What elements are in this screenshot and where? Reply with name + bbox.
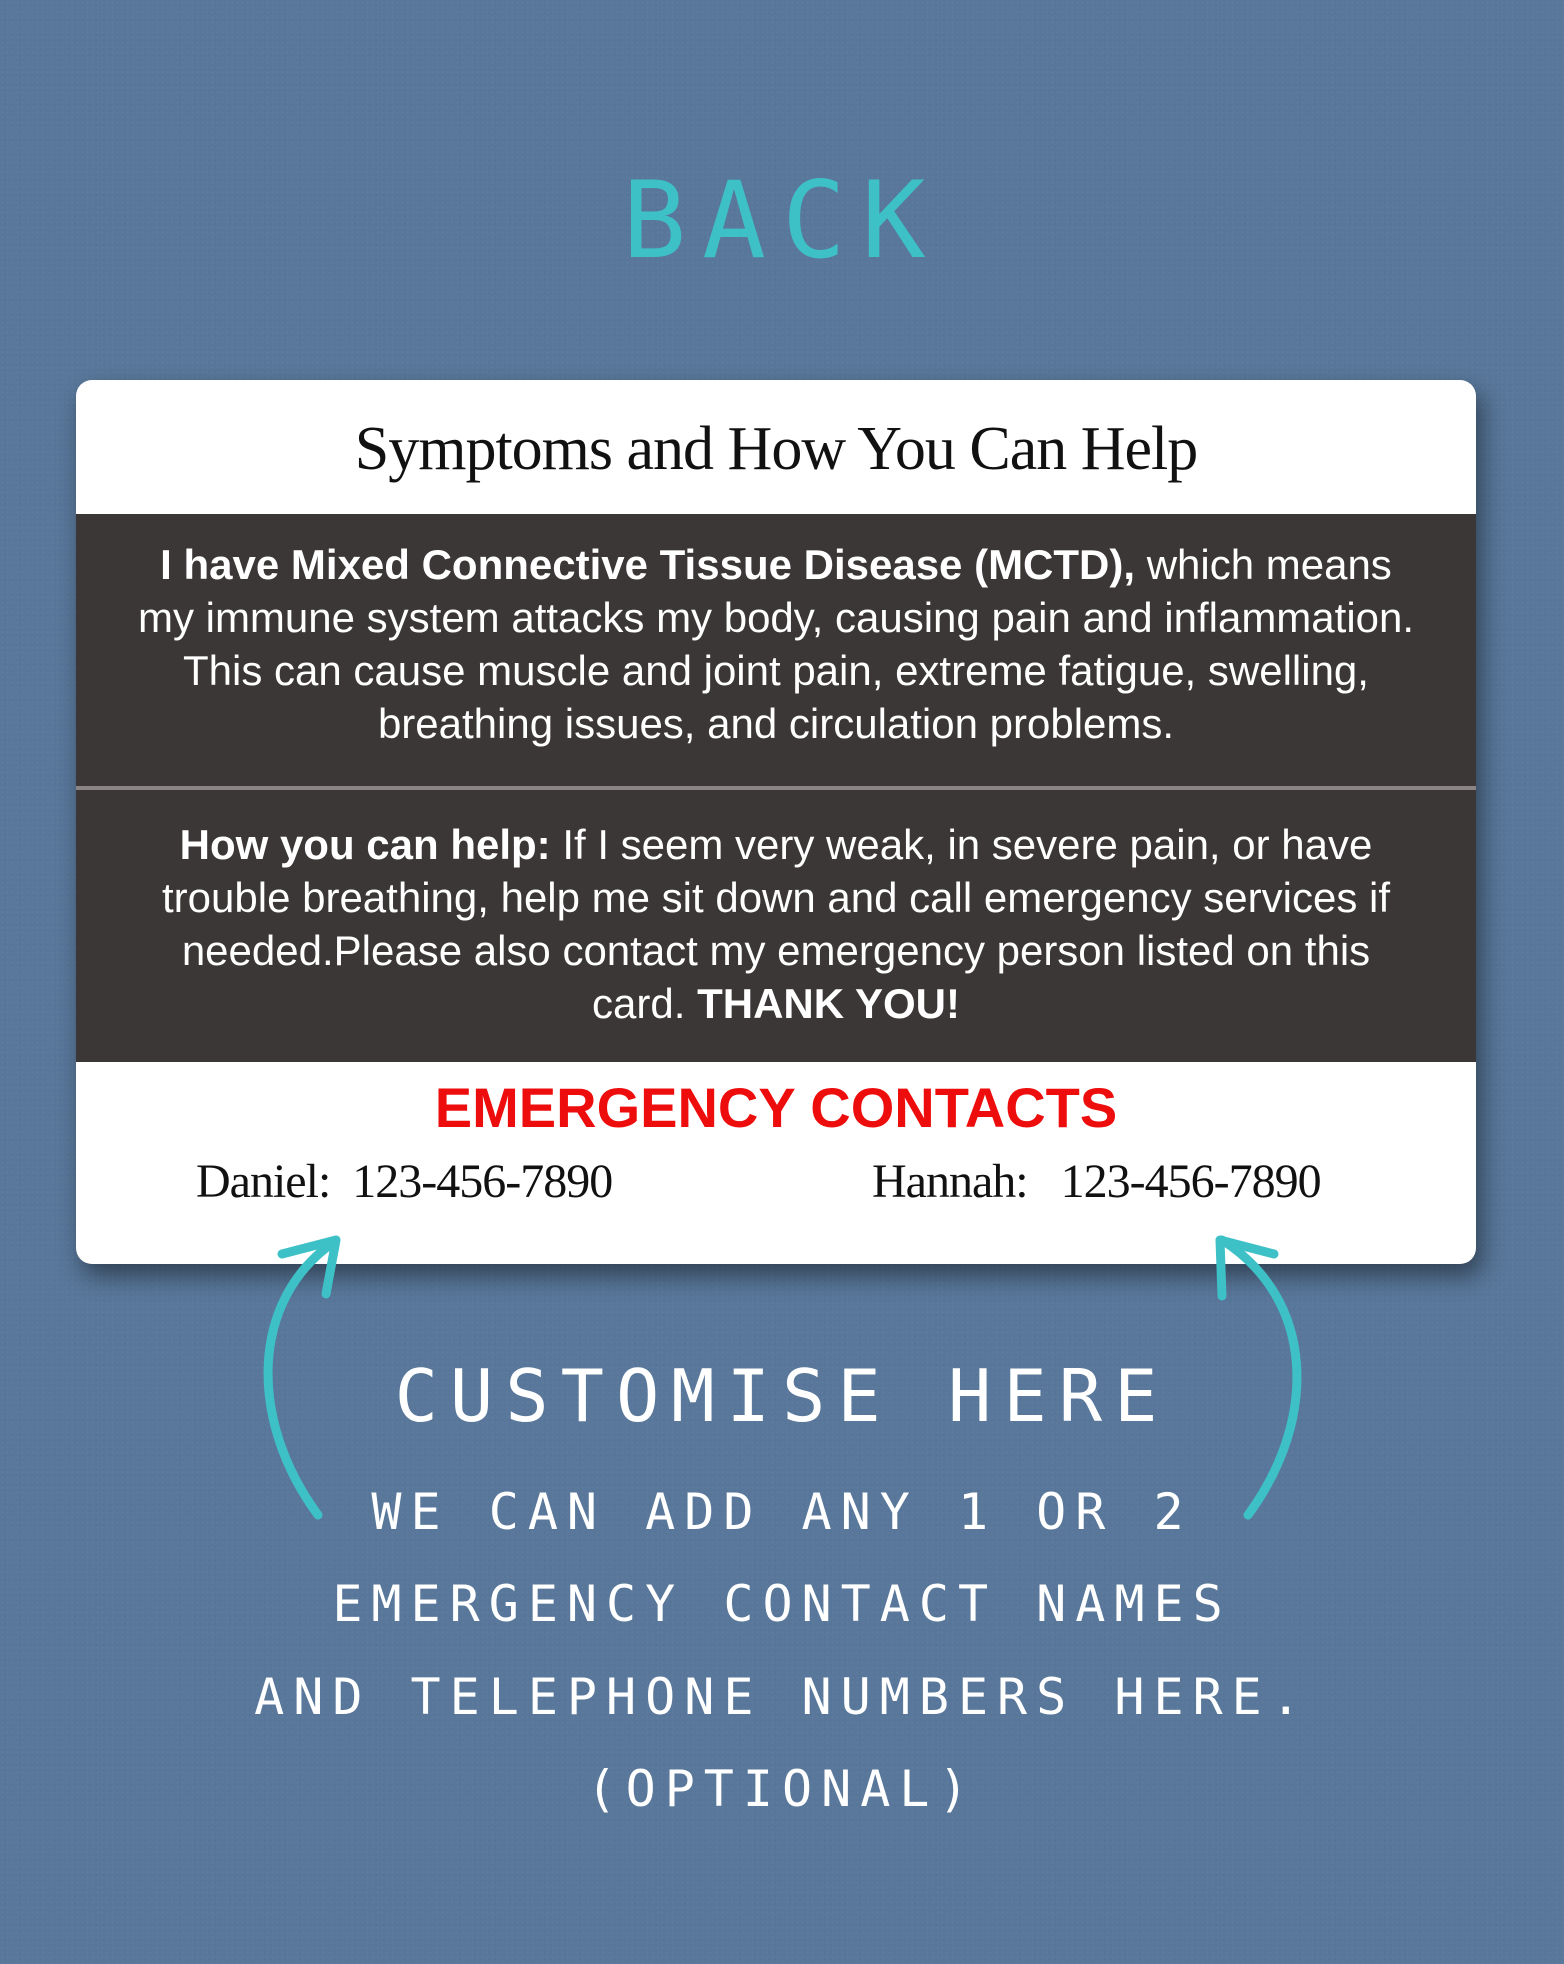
emergency-contact-1: Daniel: 123-456-7890 (196, 1155, 613, 1208)
condition-panel (76, 514, 1476, 786)
condition-paragraph (136, 538, 1416, 750)
condition-lead: I have Mixed Connective Tissue Disease (MCTD), (160, 541, 1136, 588)
customise-line-2: EMERGENCY CONTACT NAMES (332, 1575, 1232, 1633)
card-title: Symptoms and How You Can Help (354, 415, 1198, 483)
condition-text: which means my immune system attacks my body, causing pain and inflammation. This can cause muscle and joint pain, extreme fatigue, swelling, breathing issues, and circulation problems. (137, 541, 1415, 747)
customise-title: CUSTOMISE HERE (394, 1354, 1170, 1438)
help-panel (76, 790, 1476, 1062)
help-closing: THANK YOU! (697, 980, 960, 1027)
emergency-contacts-title: EMERGENCY CONTACTS (434, 1076, 1118, 1139)
customise-line-1: WE CAN ADD ANY 1 OR 2 (371, 1483, 1193, 1541)
emergency-contact-2: Hannah: 123-456-7890 (872, 1155, 1321, 1208)
customise-line-4: (OPTIONAL) (586, 1760, 978, 1818)
page-heading: BACK (622, 159, 942, 282)
help-lead: How you can help: (179, 821, 551, 868)
customise-line-3: AND TELEPHONE NUMBERS HERE. (254, 1668, 1310, 1726)
help-text: If I seem very weak, in severe pain, or have trouble breathing, help me sit down and call emergency services if needed.Please also contact my emergency person listed on this card. (162, 821, 1390, 1027)
medical-id-card (76, 380, 1476, 1264)
help-paragraph (136, 818, 1416, 1030)
